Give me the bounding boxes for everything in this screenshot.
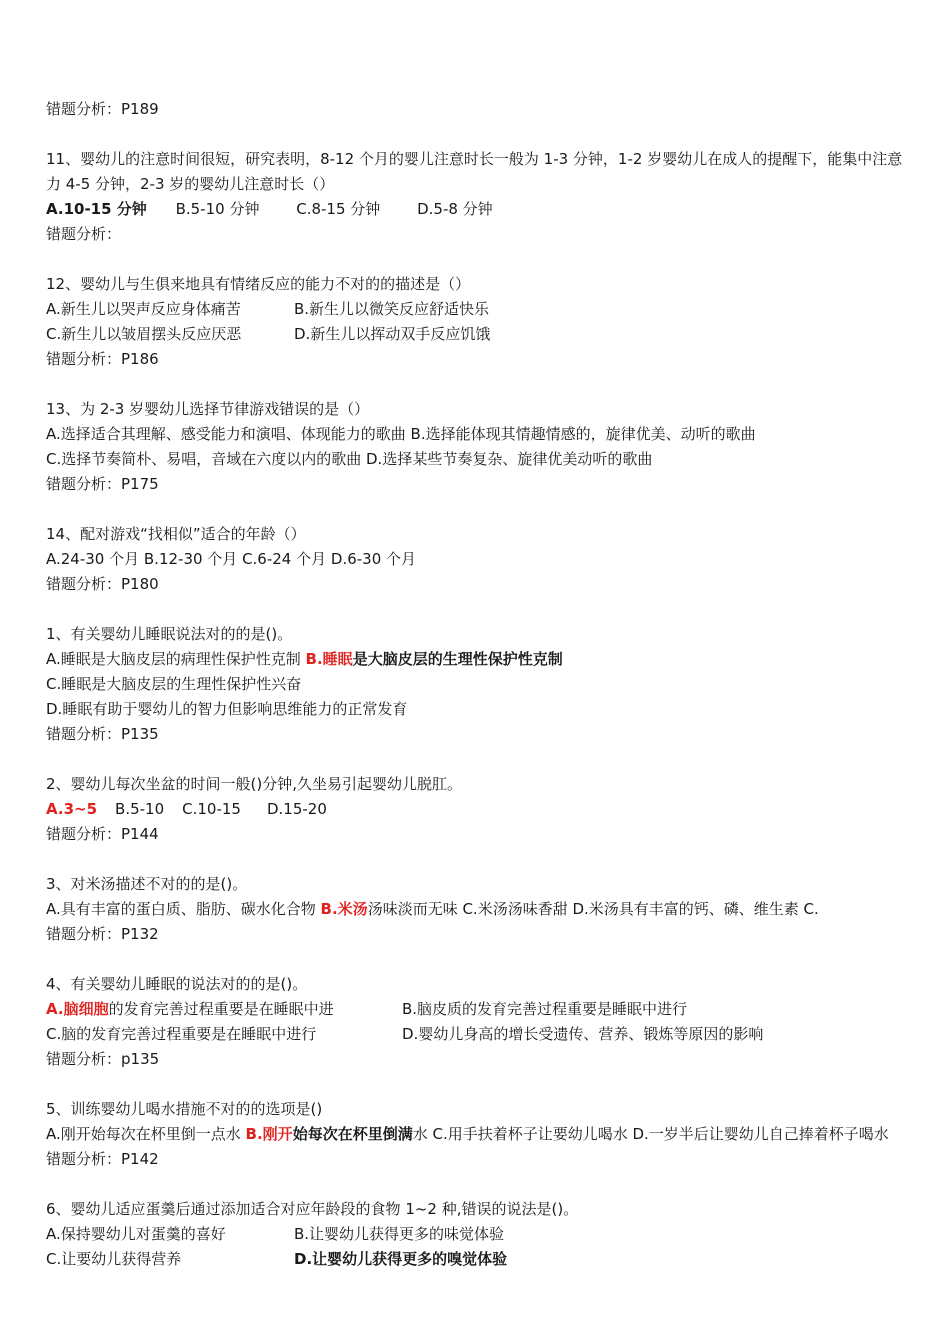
analysis-text: 错题分析：P186 — [46, 350, 159, 368]
options-row — [46, 997, 912, 1022]
option-d: D.新生儿以挥动双手反应饥饿 — [294, 325, 491, 343]
option-b: B.5-10 分钟 — [175, 200, 260, 218]
options-row: C.选择节奏简朴、易唱，音域在六度以内的歌曲 D.选择某些节奏复杂、旋律优美动听的歌曲 — [46, 450, 653, 468]
analysis-text: 错题分析：p135 — [46, 1050, 160, 1068]
options-row — [46, 1222, 912, 1247]
option-a-answer: A.脑细胞 — [46, 1000, 109, 1018]
question-text: 1、有关婴幼儿睡眠说法对的的是()。 — [46, 625, 293, 643]
options-rest: 水 C.用手扶着杯子让要幼儿喝水 D.一岁半后让婴幼儿自己捧着杯子喝水 — [412, 1125, 889, 1143]
question-14 — [46, 522, 912, 597]
option-b-answer: 是大脑皮层的生理性保护性克制 — [352, 650, 563, 668]
analysis-text: 错题分析：P132 — [46, 925, 159, 943]
question-text: 4、有关婴幼儿睡眠的说法对的的是()。 — [46, 975, 308, 993]
option-d: D.婴幼儿身高的增长受遗传、营养、锻炼等原因的影响 — [402, 1025, 764, 1043]
question-3 — [46, 872, 912, 947]
question-13 — [46, 397, 912, 497]
option-b-bold: 始每次在杯里倒满 — [292, 1125, 413, 1143]
analysis-text: 错题分析：P189 — [46, 100, 159, 118]
analysis-text: 错题分析：P175 — [46, 475, 159, 493]
question-text: 14、配对游戏“找相似”适合的年龄（） — [46, 525, 306, 543]
option-b: B.新生儿以微笑反应舒适快乐 — [294, 300, 490, 318]
option-d-answer: D.让婴幼儿获得更多的嗅觉体验 — [294, 1250, 508, 1268]
analysis-text: 错题分析： — [46, 225, 122, 243]
option-d: D.15-20 — [266, 800, 327, 818]
option-c: C.让要幼儿获得营养 — [46, 1250, 182, 1268]
options-row — [46, 297, 912, 322]
option-d: D.睡眠有助于婴幼儿的智力但影响思维能力的正常发育 — [46, 700, 408, 718]
option-a: A.刚开始每次在杯里倒一点水 — [46, 1125, 246, 1143]
options-row — [46, 1022, 912, 1047]
options-row — [46, 1247, 912, 1272]
option-a: A.具有丰富的蛋白质、脂肪、碳水化合物 — [46, 900, 321, 918]
option-b-highlight: B.睡眠 — [305, 650, 353, 668]
option-c: C.8-15 分钟 — [296, 200, 381, 218]
option-a: A.10-15 分钟 — [46, 200, 147, 218]
question-text: 13、为 2-3 岁婴幼儿选择节律游戏错误的是（） — [46, 400, 370, 418]
question-text: 5、训练婴幼儿喝水措施不对的的选项是() — [46, 1100, 323, 1118]
question-text: 3、对米汤描述不对的的是()。 — [46, 875, 248, 893]
options-row — [46, 197, 912, 222]
option-a-answer: A.3~5 — [46, 800, 98, 818]
question-text: 6、婴幼儿适应蛋羹后通过添加适合对应年龄段的食物 1~2 种,错误的说法是()。 — [46, 1200, 579, 1218]
option-b: B.5-10 — [115, 800, 165, 818]
document-page — [46, 97, 912, 1272]
option-b: B.让婴幼儿获得更多的味觉体验 — [294, 1225, 505, 1243]
analysis-text: 错题分析：P142 — [46, 1150, 159, 1168]
option-c: C.睡眠是大脑皮层的生理性保护性兴奋 — [46, 675, 302, 693]
options-row — [46, 1122, 912, 1147]
analysis-text: 错题分析：P144 — [46, 825, 159, 843]
analysis-text: 错题分析：P135 — [46, 725, 159, 743]
options-row — [46, 647, 912, 672]
option-a: A.保持婴幼儿对蛋羹的喜好 — [46, 1225, 226, 1243]
question-11 — [46, 147, 912, 247]
option-d: D.5-8 分钟 — [417, 200, 493, 218]
option-a: A.新生儿以哭声反应身体痛苦 — [46, 300, 241, 318]
options-row — [46, 797, 912, 822]
question-text: 12、婴幼儿与生俱来地具有情绪反应的能力不对的的描述是（） — [46, 275, 471, 293]
option-c: C.新生儿以皱眉摆头反应厌恶 — [46, 325, 242, 343]
question-12 — [46, 272, 912, 372]
option-b-answer: B.米汤 — [320, 900, 368, 918]
option-b: B.脑皮质的发育完善过程重要是睡眠中进行 — [402, 1000, 688, 1018]
question-2 — [46, 772, 912, 847]
option-c: C.脑的发育完善过程重要是在睡眠中进行 — [46, 1025, 317, 1043]
options-row — [46, 322, 912, 347]
question-4 — [46, 972, 912, 1072]
options-row: A.选择适合其理解、感受能力和演唱、体现能力的歌曲 B.选择能体现其情趣情感的，旋律优美、动听的歌曲 — [46, 425, 756, 443]
question-6 — [46, 1197, 912, 1272]
option-c: C.10-15 — [182, 800, 241, 818]
question-text: 11、婴幼儿的注意时间很短，研究表明，8-12 个月的婴儿注意时长一般为 1-3 分钟，1-2 岁婴幼儿在成人的提醒下，能集中注意力 4-5 分钟，2-3 岁的婴幼儿注意时长（） — [46, 150, 903, 193]
options-rest: 汤味淡而无味 C.米汤汤味香甜 D.米汤具有丰富的钙、磷、维生素 C. — [367, 900, 819, 918]
question-text: 2、婴幼儿每次坐盆的时间一般()分钟,久坐易引起婴幼儿脱肛。 — [46, 775, 463, 793]
options-row — [46, 897, 912, 922]
question-5 — [46, 1097, 912, 1172]
sleep-question-1 — [46, 622, 912, 747]
option-a: A.睡眠是大脑皮层的病理性保护性克制 — [46, 650, 306, 668]
analysis-text: 错题分析：P180 — [46, 575, 159, 593]
option-b-answer: B.刚开 — [245, 1125, 293, 1143]
option-a-rest: 的发育完善过程重要是在睡眠中进 — [108, 1000, 334, 1018]
options-row: A.24-30 个月 B.12-30 个月 C.6-24 个月 D.6-30 个月 — [46, 550, 417, 568]
